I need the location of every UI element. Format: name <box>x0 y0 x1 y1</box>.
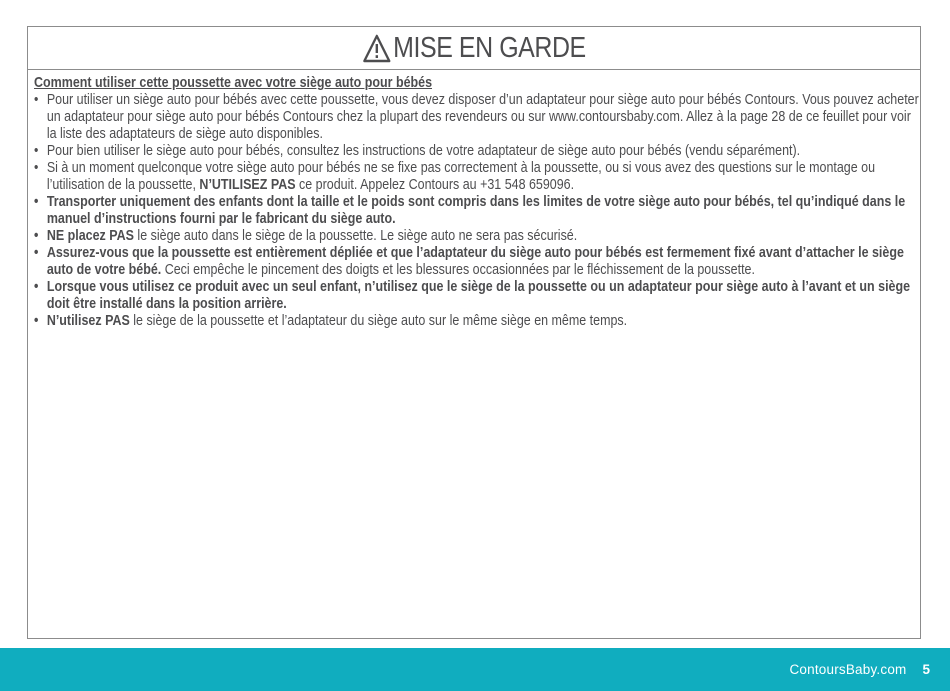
bullet-tail-text: ce produit. Appelez Contours au +31 548 659096. <box>295 177 575 193</box>
warning-body <box>28 70 920 330</box>
warning-header <box>28 27 920 70</box>
warning-title: MISE EN GARDE <box>393 31 586 64</box>
bullet-text: Si à un moment quelconque votre siège auto pour bébés ne se fixe pas correctement à la poussette, ou si vous avez des questions sur le montage ou l’utilisation de la poussette, <box>46 160 876 193</box>
bullet-text: le siège auto dans le siège de la poussette. Le siège auto ne sera pas sécurisé. <box>133 228 578 244</box>
list-item <box>34 245 919 279</box>
warning-title-group <box>362 32 586 65</box>
bullet-bold-text: Assurez-vous que la poussette est entièrement dépliée et que l’adaptateur du siège auto pour bébés est fermement fixé avant d’attacher le siège auto de votre bébé. <box>46 245 904 278</box>
list-item <box>34 279 919 313</box>
bullet-text: Pour utiliser un siège auto pour bébés avec cette poussette, vous devez disposer d’un adaptateur pour siège auto pour bébés Contours. Vous pouvez acheter un adaptateur pour siège auto pour bébés Contours chez la plupart des revendeurs ou sur www.contoursbaby.com. Allez à la page 28 de ce feuillet pour voir la liste des adaptateurs de siège auto disponibles. <box>46 92 919 142</box>
bullet-bold-text: N’utilisez PAS <box>46 313 130 329</box>
bullet-symbol: • <box>34 245 39 261</box>
section-heading: Comment utiliser cette poussette avec votre siège auto pour bébés <box>34 75 433 91</box>
bullet-symbol: • <box>34 143 39 159</box>
page-number: 5 <box>922 662 930 677</box>
warning-box <box>27 26 921 639</box>
bullet-text: Pour bien utiliser le siège auto pour bébés, consultez les instructions de votre adaptateur de siège auto pour bébés (vendu séparément). <box>46 143 801 159</box>
page-footer <box>0 648 950 691</box>
warning-bullet-list <box>34 92 919 330</box>
warning-triangle-icon <box>362 33 391 63</box>
bullet-symbol: • <box>34 194 39 210</box>
footer-website: ContoursBaby.com <box>789 662 907 677</box>
bullet-bold-text: Lorsque vous utilisez ce produit avec un seul enfant, n’utilisez que le siège de la poussette ou un adaptateur pour siège auto à l’avant et un siège doit être installé dans la position arrière. <box>46 279 911 312</box>
bullet-text: le siège de la poussette et l’adaptateur du siège auto sur le même siège en même temps. <box>129 313 628 329</box>
list-item <box>34 92 919 143</box>
list-item <box>34 160 919 194</box>
list-item <box>34 194 919 228</box>
bullet-symbol: • <box>34 160 39 176</box>
bullet-symbol: • <box>34 228 39 244</box>
bullet-symbol: • <box>34 92 39 108</box>
list-item <box>34 143 919 160</box>
list-item <box>34 228 919 245</box>
bullet-symbol: • <box>34 313 39 329</box>
bullet-text: Ceci empêche le pincement des doigts et les blessures occasionnées par le fléchissement de la poussette. <box>161 262 755 278</box>
bullet-symbol: • <box>34 279 39 295</box>
bullet-bold-text: Transporter uniquement des enfants dont la taille et le poids sont compris dans les limites de votre siège auto pour bébés, tel qu’indiqué dans le manuel d’instructions fourni par le fabricant du siège auto. <box>46 194 906 227</box>
bullet-bold-text: NE placez PAS <box>46 228 134 244</box>
list-item <box>34 313 919 330</box>
bullet-bold-text: N’UTILISEZ PAS <box>199 177 296 193</box>
